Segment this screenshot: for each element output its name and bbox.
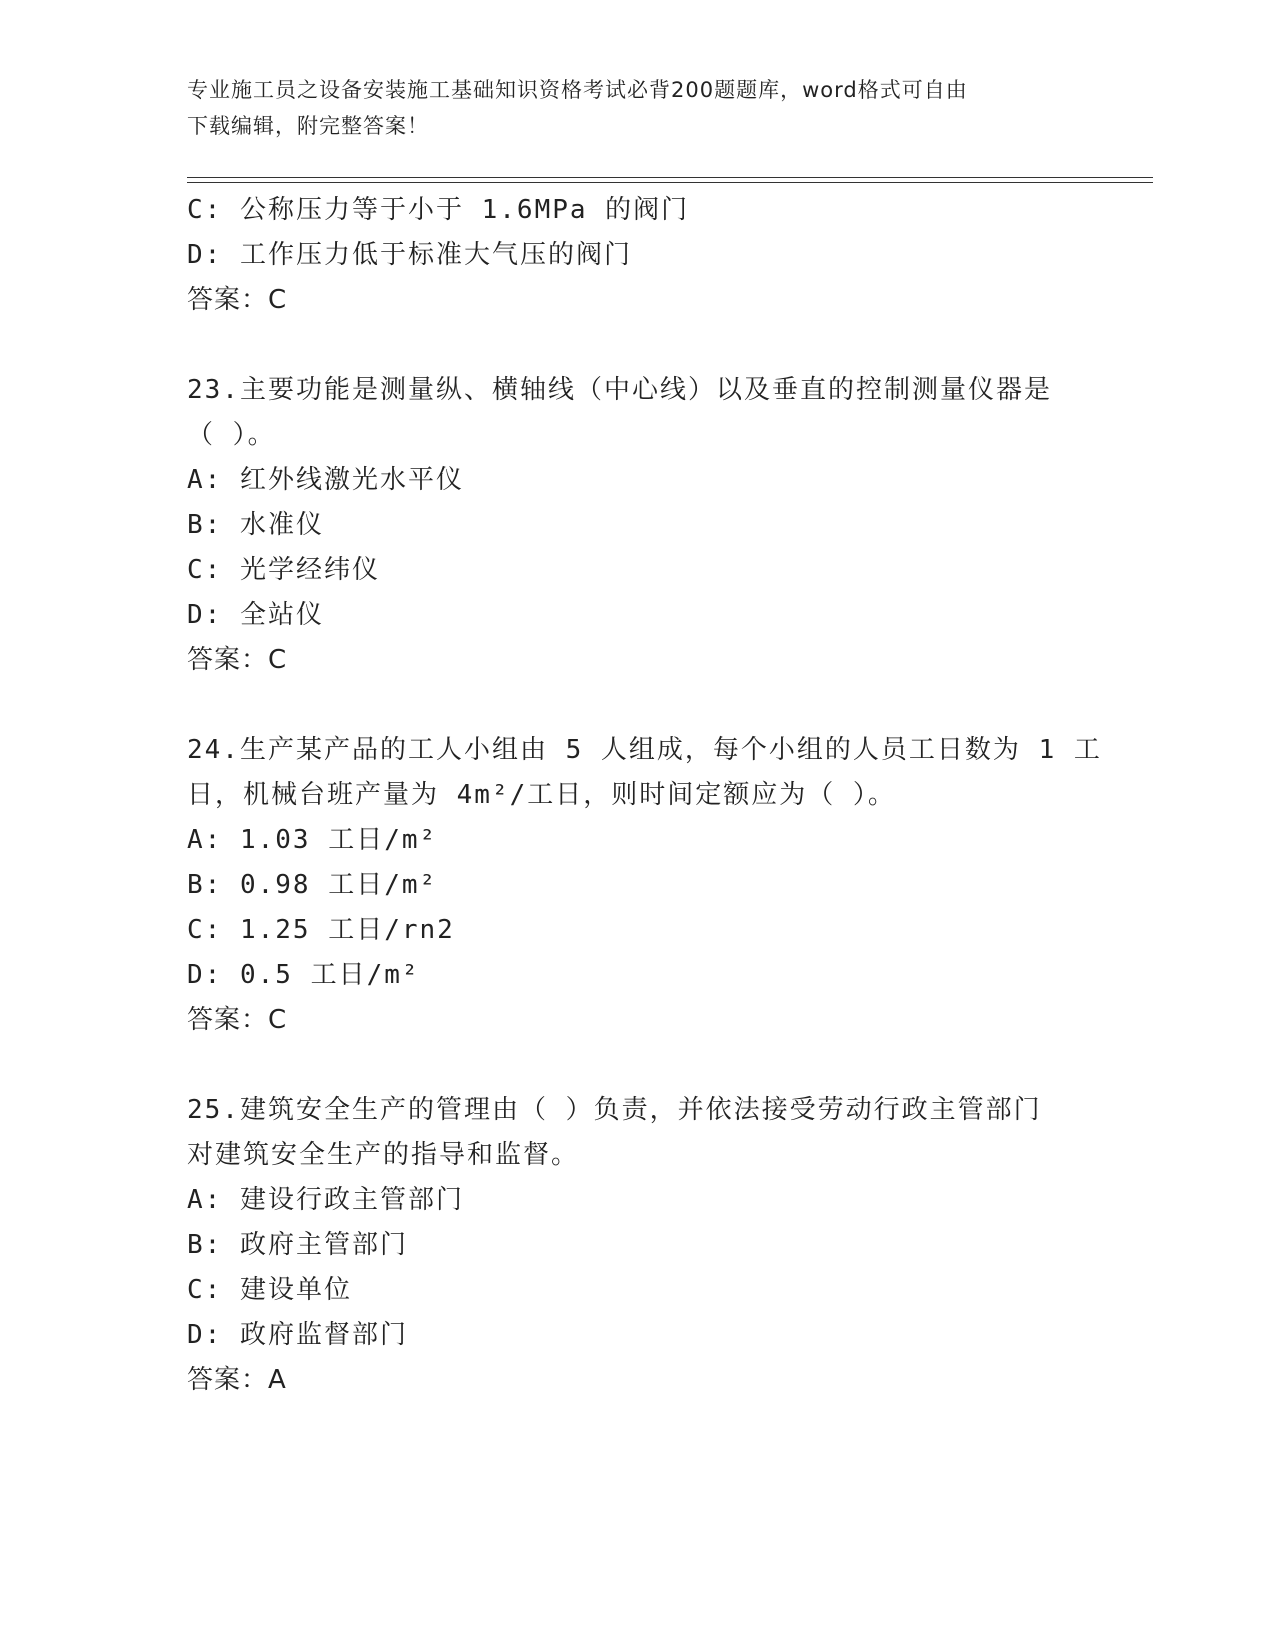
q22-answer: 答案：C	[187, 285, 288, 315]
q25-option-d: D: 政府监督部门	[187, 1320, 408, 1350]
q22-option-d: D: 工作压力低于标准大气压的阀门	[187, 240, 632, 270]
q23-option-b: B: 水准仪	[187, 510, 324, 540]
q23-option-c: C: 光学经纬仪	[187, 555, 380, 585]
header-line-1: 专业施工员之设备安装施工基础知识资格考试必背200题题库，word格式可自由	[187, 78, 968, 102]
header-divider-top	[187, 177, 1153, 178]
q25-option-c: C: 建设单位	[187, 1275, 352, 1305]
q24-answer: 答案：C	[187, 1005, 288, 1035]
q24-option-b: B: 0.98 工日/m²	[187, 870, 438, 900]
q24-option-a: A: 1.03 工日/m²	[187, 825, 438, 855]
q23-option-a: A: 红外线激光水平仪	[187, 465, 464, 495]
q23-stem-line-1: 23.主要功能是测量纵、横轴线（中心线）以及垂直的控制测量仪器是	[187, 375, 1052, 405]
q23-option-d: D: 全站仪	[187, 600, 324, 630]
q24-stem-line-2: 日，机械台班产量为 4m²/工日，则时间定额应为（ ）。	[187, 780, 896, 810]
header-divider-bottom	[187, 182, 1153, 183]
q23-answer: 答案：C	[187, 645, 288, 675]
q24-option-c: C: 1.25 工日/rn2	[187, 915, 455, 945]
document-header	[187, 72, 1067, 144]
q24-stem-line-1: 24.生产某产品的工人小组由 5 人组成，每个小组的人员工日数为 1 工	[187, 735, 1102, 765]
header-line-2: 下载编辑，附完整答案！	[187, 114, 429, 138]
q25-stem-line-2: 对建筑安全生产的指导和监督。	[187, 1140, 580, 1170]
q25-option-b: B: 政府主管部门	[187, 1230, 408, 1260]
q23-stem-line-2: （ ）。	[187, 420, 276, 450]
q25-stem-line-1: 25.建筑安全生产的管理由（ ）负责，并依法接受劳动行政主管部门	[187, 1095, 1042, 1125]
q24-option-d: D: 0.5 工日/m²	[187, 960, 420, 990]
q22-option-c: C: 公称压力等于小于 1.6MPa 的阀门	[187, 195, 690, 225]
q25-option-a: A: 建设行政主管部门	[187, 1185, 464, 1215]
q25-answer: 答案：A	[187, 1365, 287, 1395]
